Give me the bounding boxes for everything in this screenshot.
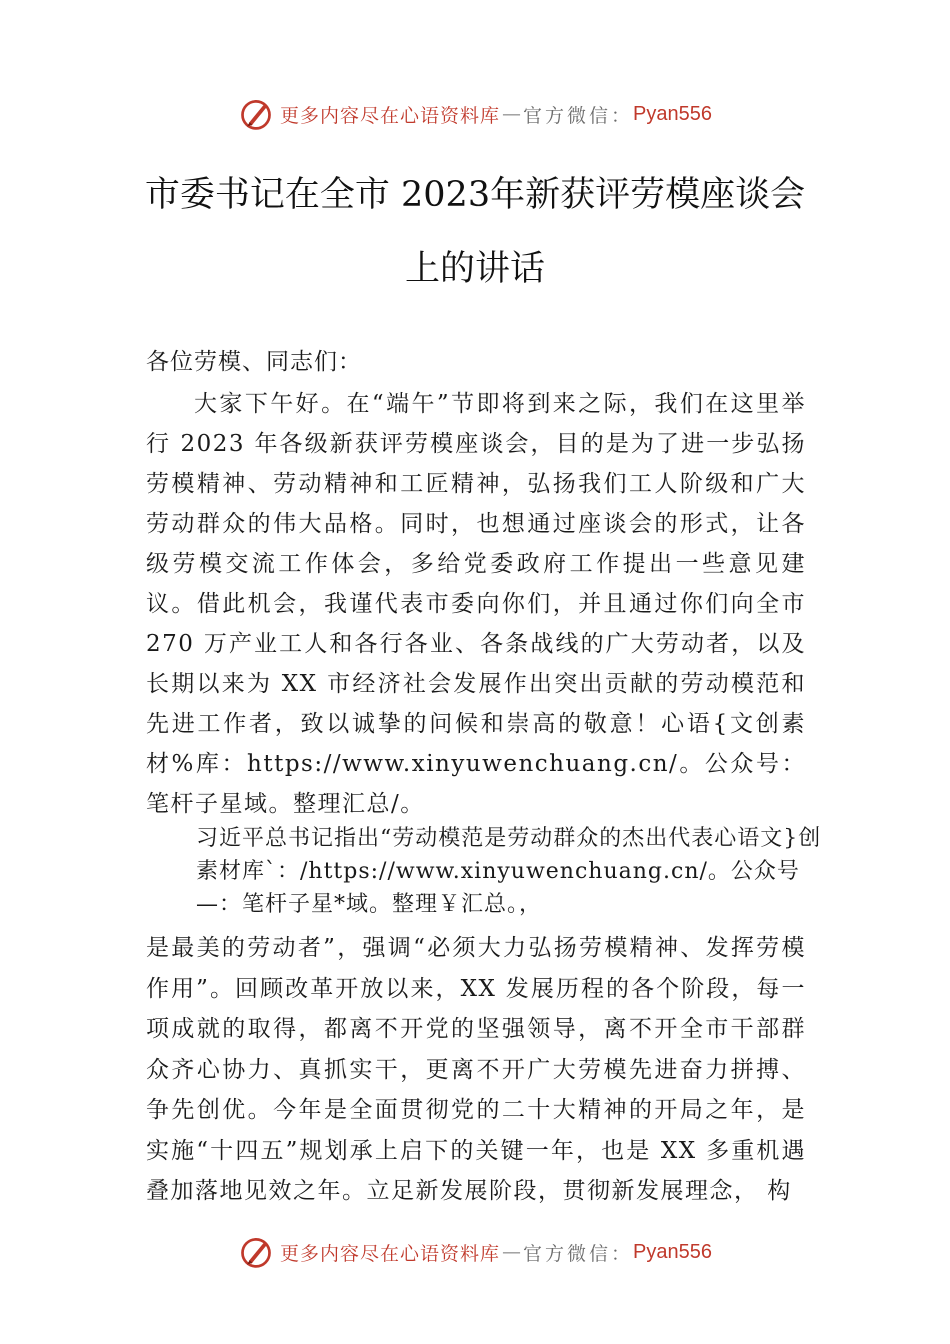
watermark-dash: — <box>502 1241 522 1263</box>
watermark-brand: 更多内容尽在心语资料库 <box>280 104 501 127</box>
watermark-dash: — <box>502 103 522 125</box>
title-line-1: 市委书记在全市 2023年新获评劳模座谈会 <box>144 175 806 215</box>
salutation: 各位劳模、同志们： <box>146 349 362 375</box>
watermark-label: 官方微信： <box>523 104 634 127</box>
watermark-wechat-id: Pyan556 <box>633 1240 712 1263</box>
watermark-wechat-id: Pyan556 <box>633 102 712 125</box>
paragraph-3: 是最美的劳动者”，强调“必须大力弘扬劳模精神、发挥劳模作用”。回顾改革开放以来，XX 发展历程的各个阶段，每一项成就的取得，都离不开党的坚强领导，离不开全市干部群众齐心协力、真抓实干，更离不开广大劳模先进奋力拼搏、 争先创优。今年是全面贯彻党的二十大精神的开局之年，是实施“十四五”规划承上启下的关键一年，也是 XX 多重机遇叠加落地见效之年。立足新发展阶段，贯彻新发展理念， 构 <box>146 935 806 1204</box>
paragraph-1: 大家下午好。在“端午”节即将到来之际，我们在这里举行 2023 年各级新获评劳模座谈会，目的是为了进一步弘扬劳模精神、劳动精神和工匠精神，弘扬我们工人阶级和广大劳动群众的伟大品格。同时，也想通过座谈会的形式，让各级劳模交流工作体会，多给党委政府工作提出一些意见建议。借此机会，我谨代表市委向你们，并且通过你们向全市270 万产业工人和各行各业、各条战线的广大劳动者，以及长期以来为 XX 市经济社会发展作出突出贡献的劳动模范和先进工作者，致以诚挚的问候和崇高的敬意！心语{文创素材%库：https://www.xinyuwenchuang.cn/。公众号：笔杆子星域。整理汇总/。 <box>146 391 806 817</box>
watermark-footer <box>0 1232 950 1272</box>
watermark-label: 官方微信： <box>523 1242 634 1265</box>
paragraph-2-quote: 习近平总书记指出“劳动模范是劳动群众的杰出代表心语文}创素材库`：/https://www.xinyuwenchuang.cn/。公众号—：笔杆子星*域。整理￥汇总。， <box>196 826 822 917</box>
pen-logo-icon <box>238 1234 274 1270</box>
title-line-2: 上的讲话 <box>404 249 545 289</box>
pen-logo-icon <box>238 96 274 132</box>
watermark-header <box>0 94 950 134</box>
watermark-brand: 更多内容尽在心语资料库 <box>280 1242 501 1265</box>
document-title <box>100 158 850 306</box>
